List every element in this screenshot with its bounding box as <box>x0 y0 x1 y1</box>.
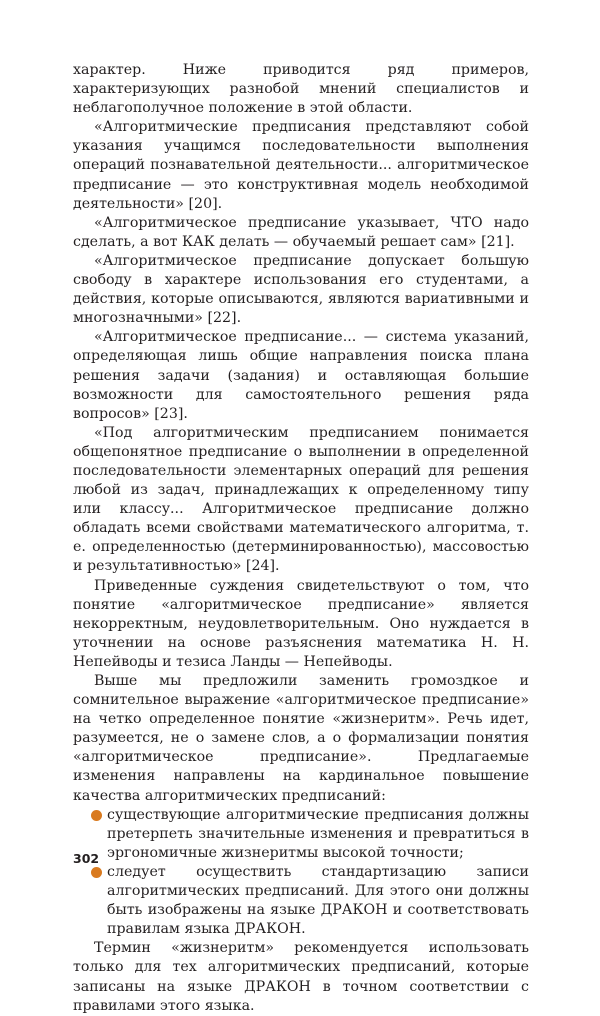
paragraph-term-definition: Термин «жизнеритм» рекомендуется использовать только для тех алгоритмических предписаний, которые записаны на языке ДРАКОН в точном соответствии с правилами этого языка. <box>73 940 529 1014</box>
quote-paragraph-21: «Алгоритмическое предписание указывает, ЧТО надо сделать, а вот КАК делать — обучаемый решает сам» [21]. <box>73 214 529 250</box>
bullet-text: существующие алгоритмические предписания должны претерпеть значительные изменения и превратиться в эргономичные жизнеритмы высокой точности; <box>107 806 529 861</box>
page-body <box>73 61 529 1016</box>
page-number: 302 <box>73 851 100 866</box>
bullet-list <box>73 806 529 940</box>
quote-paragraph-23: «Алгоритмическое предписание... — система указаний, определяющая лишь общие направления поиска плана решения задачи (задания) и оставляющая большие возможности для самостоятельного решения ряда вопросов» [23]. <box>73 329 529 422</box>
quote-paragraph-22: «Алгоритмическое предписание допускает большую свободу в характере использования его студентами, а действия, которые описываются, являются вариативными и многозначными» [22]. <box>73 252 529 327</box>
quote-paragraph-24: «Под алгоритмическим предписанием понимается общепонятное предписание о выполнении в определенной последовательности элементарных операций для решения любой из задач, принадлежащих к определенному типу или классу... Алгоритмическое предписание должно обладать всеми свойствами математического алгоритма, т. е. определенностью (детерминированностью), массовостью и результативностью» [24]. <box>73 424 529 575</box>
paragraph-conclusion: Приведенные суждения свидетельствуют о том, что понятие «алгоритмическое предписание» является некорректным, неудовлетворительным. Оно нуждается в уточнении на основе разъяснения математика Н. Н. Непейводы и тезиса Ланды — Непейводы. <box>73 577 529 670</box>
quote-paragraph-20: «Алгоритмические предписания представляют собой указания учащимся последовательности выполнения операций познавательной деятельности... алгоритмическое предписание — это конструктивная модель необходимой деятельности» [20]. <box>73 119 529 212</box>
bullet-icon <box>91 867 102 878</box>
list-item <box>73 863 529 939</box>
paragraph-intro: характер. Ниже приводится ряд примеров, характеризующих разнобой мнений специалистов и неблагополучное положение в этой области. <box>73 62 529 117</box>
bullet-icon <box>91 810 102 821</box>
bullet-text: следует осуществить стандартизацию записи алгоритмических предписаний. Для этого они должны быть изображены на языке ДРАКОН и соответствовать правилам языка ДРАКОН. <box>107 863 529 938</box>
paragraph-proposal: Выше мы предложили заменить громоздкое и сомнительное выражение «алгоритмическое предписание» на четко определенное понятие «жизнеритм». Речь идет, разумеется, не о замене слов, а о формализации понятия «алгоритмическое предписание». Предлагаемые изменения направлены на кардинальное повышение качества алгоритмических предписаний: <box>73 673 529 804</box>
list-item <box>73 806 529 863</box>
